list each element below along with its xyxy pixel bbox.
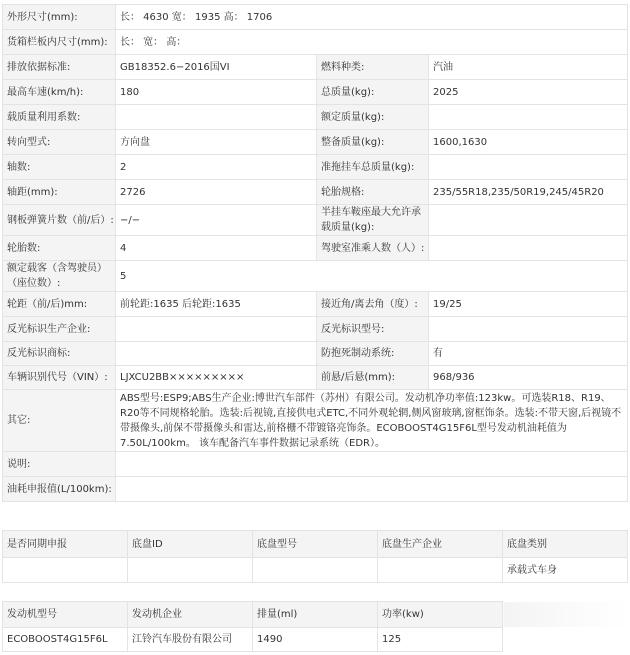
chassis-header-same-period: 是否同期申报	[3, 531, 128, 558]
spec-label: 排放依据标准:	[3, 55, 116, 80]
spec-label: 反光标识型号:	[317, 317, 429, 342]
chassis-header-row	[3, 531, 628, 558]
spec-label: 接近角/离去角（度）:	[317, 292, 429, 317]
spec-value	[429, 317, 628, 342]
spec-label: 前悬/后悬(mm):	[317, 366, 429, 390]
spec-label: 转向型式:	[3, 130, 116, 155]
engine-header-row	[3, 602, 628, 628]
spec-row	[3, 180, 628, 205]
spec-value	[116, 342, 317, 366]
other-value: ABS型号:ESP9;ABS生产企业:博世汽车部件（苏州）有限公司。发动机净功率值:123kw。可选装R18、R19、R20等不同规格轮胎。选装:后视镜,直接供电式ETC,不同外观轮辋,侧风窗玻璃,窗框饰条。选装:不带天窗,后视镜不带摄像头,前保不带摄像头和雷达,前格栅不带镀铬亮饰条。ECOBOOST4G15F6L型号发动机油耗值为7.50L/100km。 该车配备汽车事件数据记录系统（EDR）。	[116, 390, 628, 452]
spec-label: 半挂车鞍座最大允许承载质量(kg):	[317, 205, 429, 236]
spec-value: LJXCU2BB×××××××××	[116, 366, 317, 390]
spec-value: 方向盘	[116, 130, 317, 155]
engine-manufacturer: 江铃汽车股份有限公司	[128, 628, 253, 652]
engine-displacement: 1490	[253, 628, 378, 652]
spec-row	[3, 55, 628, 80]
spec-value: 19/25	[429, 292, 628, 317]
fuel-consumption-row	[3, 477, 628, 502]
spec-label: 额定质量(kg):	[317, 105, 429, 130]
chassis-header-category: 底盘类别	[503, 531, 628, 558]
spec-row	[3, 366, 628, 390]
spec-value: 968/936	[429, 366, 628, 390]
spec-row	[3, 155, 628, 180]
chassis-header-id: 底盘ID	[128, 531, 253, 558]
engine-power: 125	[378, 628, 503, 652]
spec-label: 总质量(kg):	[317, 80, 429, 105]
engine-header-power: 功率(kw)	[378, 602, 503, 628]
spec-label: 轮胎数:	[3, 236, 116, 261]
spec-value: 汽油	[429, 55, 628, 80]
spec-value: 180	[116, 80, 317, 105]
chassis-header-model: 底盘型号	[253, 531, 378, 558]
engine-table	[2, 601, 628, 652]
engine-row	[3, 628, 628, 652]
spec-row	[3, 5, 628, 30]
engine-header-manufacturer: 发动机企业	[128, 602, 253, 628]
note-row	[3, 452, 628, 477]
spec-row	[3, 342, 628, 366]
spec-value	[429, 155, 628, 180]
spec-value: 4	[116, 236, 317, 261]
spec-label: 外形尺寸(mm):	[3, 5, 116, 30]
spec-label: 载质量利用系数:	[3, 105, 116, 130]
fuel-consumption-value	[116, 477, 628, 502]
spec-value: 5	[116, 261, 628, 292]
other-row	[3, 390, 628, 452]
spec-value	[116, 317, 317, 342]
spec-value: GB18352.6−2016国VI	[116, 55, 317, 80]
spec-label: 燃料种类:	[317, 55, 429, 80]
other-label: 其它:	[3, 390, 116, 452]
note-value	[116, 452, 628, 477]
spec-row	[3, 292, 628, 317]
spec-label: 轴距(mm):	[3, 180, 116, 205]
chassis-id	[128, 558, 253, 583]
spec-label: 驾驶室准乘人数（人）:	[317, 236, 429, 261]
engine-header-displacement: 排量(ml)	[253, 602, 378, 628]
vehicle-spec-body	[3, 5, 628, 502]
spec-value: 2025	[429, 80, 628, 105]
spec-value	[429, 205, 628, 236]
spec-label: 钢板弹簧片数（前/后）:	[3, 205, 116, 236]
spec-row	[3, 130, 628, 155]
spec-value: 235/55R18,235/50R19,245/45R20	[429, 180, 628, 205]
spec-row	[3, 80, 628, 105]
chassis-table	[2, 530, 628, 583]
chassis-same-period	[3, 558, 128, 583]
spec-label: 轴数:	[3, 155, 116, 180]
spec-label: 轮距（前/后)mm:	[3, 292, 116, 317]
spec-label: 反光标识生产企业:	[3, 317, 116, 342]
spec-label: 整备质量(kg):	[317, 130, 429, 155]
spec-value	[429, 105, 628, 130]
spec-value	[116, 105, 317, 130]
chassis-model	[253, 558, 378, 583]
spec-value: −/−	[116, 205, 317, 236]
spec-value: 2726	[116, 180, 317, 205]
spec-label: 轮胎规格:	[317, 180, 429, 205]
chassis-row	[3, 558, 628, 583]
spec-value: 有	[429, 342, 628, 366]
spec-row	[3, 236, 628, 261]
spec-row	[3, 105, 628, 130]
vehicle-spec-table	[2, 4, 628, 502]
engine-row-fade	[503, 628, 628, 652]
note-label: 说明:	[3, 452, 116, 477]
spec-value	[429, 236, 628, 261]
spec-row	[3, 30, 628, 55]
spec-label: 最高车速(km/h):	[3, 80, 116, 105]
spec-row	[3, 317, 628, 342]
spec-value: 前轮距:1635 后轮距:1635	[116, 292, 317, 317]
engine-model: ECOBOOST4G15F6L	[3, 628, 128, 652]
spec-value: 长： 宽： 高：	[116, 30, 628, 55]
chassis-category: 承载式车身	[503, 558, 628, 583]
spec-label: 额定载客（含驾驶员）（座位数）:	[3, 261, 116, 292]
fuel-consumption-label: 油耗申报值(L/100km):	[3, 477, 116, 502]
chassis-header-manufacturer: 底盘生产企业	[378, 531, 503, 558]
spec-value: 2	[116, 155, 317, 180]
engine-header-fade	[503, 602, 628, 628]
spec-row	[3, 205, 628, 236]
spec-label: 防抱死制动系统:	[317, 342, 429, 366]
spec-label: 反光标识商标:	[3, 342, 116, 366]
spec-value: 1600,1630	[429, 130, 628, 155]
chassis-manufacturer	[378, 558, 503, 583]
engine-header-model: 发动机型号	[3, 602, 128, 628]
spec-value: 长： 4630 宽： 1935 高： 1706	[116, 5, 628, 30]
spec-label: 货箱栏板内尺寸(mm):	[3, 30, 116, 55]
spec-row	[3, 261, 628, 292]
spec-label: 车辆识别代号（VIN）:	[3, 366, 116, 390]
spec-label: 准拖挂车总质量(kg):	[317, 155, 429, 180]
